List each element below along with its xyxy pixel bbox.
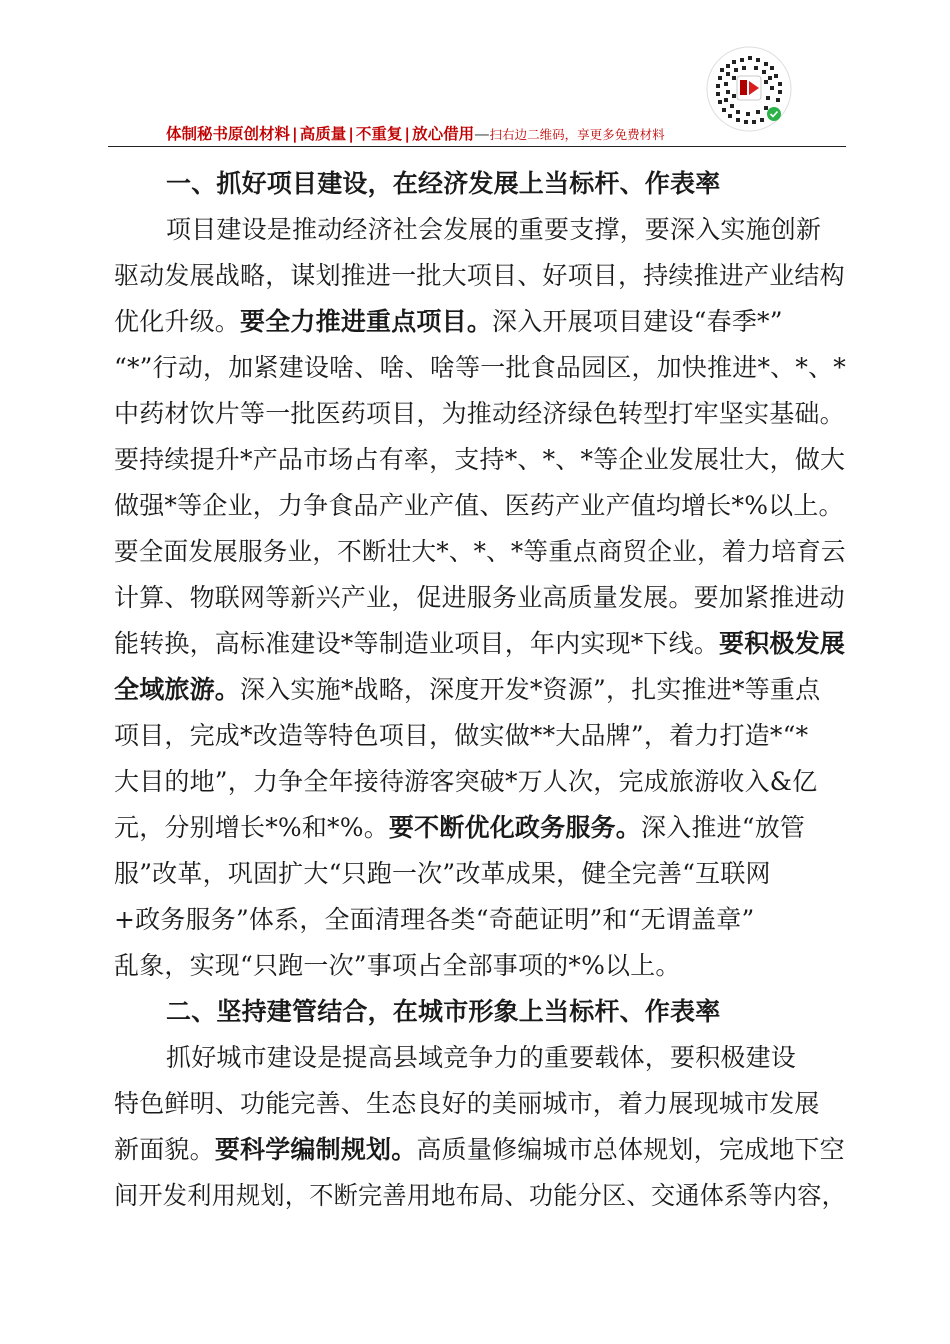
promo-part: 不重复	[355, 125, 403, 143]
text-run: 大目的地”，力争全年接待游客突破*万人次，完成旅游收入&亿	[114, 767, 818, 796]
text-run: 高质量修编城市总体规划，完成地下空	[416, 1135, 845, 1164]
paragraph-line	[166, 214, 821, 246]
separator: |	[348, 125, 354, 143]
paragraph-line	[114, 490, 844, 522]
text-run: 项目建设是推动经济社会发展的重要支撑，要深入实施创新	[166, 215, 822, 244]
paragraph-line	[114, 628, 845, 660]
text-run: 优化升级。	[114, 307, 241, 336]
bold-run: 要积极发展	[719, 629, 846, 658]
text-run: 深入开展项目建设“春季*”	[492, 307, 783, 336]
text-run: “*”行动，加紧建设啥、啥、啥等一批食品园区，加快推进*、*、*	[114, 353, 846, 382]
text-run: 要持续提升*产品市场占有率，支持*、*、*等企业发展壮大，做大	[114, 445, 846, 474]
paragraph-line	[114, 1134, 845, 1166]
text-run: 深入推进“放管	[640, 813, 806, 842]
text-run: 深入实施*战略，深度开发*资源”，扎实推进*等重点	[240, 675, 821, 704]
promo-part: 高质量	[299, 125, 347, 143]
text-run: 间开发利用规划，不断完善用地布局、功能分区、交通体系等内容，	[114, 1181, 847, 1210]
paragraph-line	[114, 398, 845, 430]
promo-part: 体制秘书原创材料	[166, 125, 291, 143]
text-run: 服”改革，巩固扩大“只跑一次”改革成果，健全完善“互联网	[114, 859, 771, 888]
section-heading: 二、坚持建管结合，在城市形象上当标杆、作表率	[166, 997, 721, 1026]
paragraph-line	[114, 444, 845, 476]
dash: —	[474, 125, 490, 143]
qr-code-icon[interactable]	[706, 46, 792, 132]
paragraph-line	[114, 674, 820, 706]
paragraph-line	[114, 858, 771, 890]
paragraph-line	[166, 1042, 796, 1074]
paragraph-line	[114, 720, 808, 752]
text-run: 计算、物联网等新兴产业，促进服务业高质量发展。要加紧推进动	[114, 583, 845, 612]
section-heading: 一、抓好项目建设，在经济发展上当标杆、作表率	[166, 169, 721, 198]
header-promo	[166, 122, 665, 144]
separator: |	[292, 125, 298, 143]
bold-run: 要全力推进重点项目。	[240, 307, 493, 336]
paragraph-line	[114, 1180, 846, 1212]
text-run: 元，分别增长*%和*%。	[114, 813, 389, 842]
paragraph-line	[114, 904, 754, 936]
paragraph-line	[114, 260, 845, 292]
text-run: 项目，完成*改造等特色项目，做实做**大品牌”，着力打造*“*	[114, 721, 809, 750]
text-run: 做强*等企业，力争食品产业产值、医药产业产值均增长*%以上。	[114, 491, 844, 520]
text-run: 中药材饮片等一批医药项目，为推动经济绿色转型打牢坚实基础。	[114, 399, 845, 428]
paragraph-line	[114, 1088, 820, 1120]
paragraph-line	[114, 766, 817, 798]
paragraph-line	[114, 536, 846, 568]
text-run: 新面貌。	[114, 1135, 215, 1164]
text-run: 特色鲜明、功能完善、生态良好的美丽城市，着力展现城市发展	[114, 1089, 820, 1118]
separator: |	[404, 125, 411, 143]
paragraph-line	[114, 352, 846, 384]
text-run: 能转换，高标准建设*等制造业项目，年内实现*下线。	[114, 629, 720, 658]
text-run: +政务服务”体系，全面清理各类“奇葩证明”和“无谓盖章”	[114, 905, 755, 934]
text-run: 要全面发展服务业，不断壮大*、*、*等重点商贸企业，着力培育云	[114, 537, 846, 566]
bold-run: 要科学编制规划。	[214, 1135, 417, 1164]
bold-run: 全域旅游。	[114, 675, 241, 704]
header-rule	[108, 146, 846, 147]
qr-hint: 扫右边二维码，享更多免费材料	[489, 127, 665, 142]
paragraph-line	[114, 306, 783, 338]
text-run: 驱动发展战略，谋划推进一批大项目、好项目，持续推进产业结构	[114, 261, 845, 290]
bold-run: 要不断优化政务服务。	[388, 813, 641, 842]
paragraph-line	[114, 950, 681, 982]
text-run: 乱象，实现“只跑一次”事项占全部事项的*%以上。	[114, 951, 681, 980]
paragraph-line	[114, 812, 805, 844]
text-run: 抓好城市建设是提高县域竞争力的重要载体，要积极建设	[166, 1043, 797, 1072]
paragraph-line	[114, 582, 845, 614]
promo-part: 放心借用	[412, 125, 475, 143]
